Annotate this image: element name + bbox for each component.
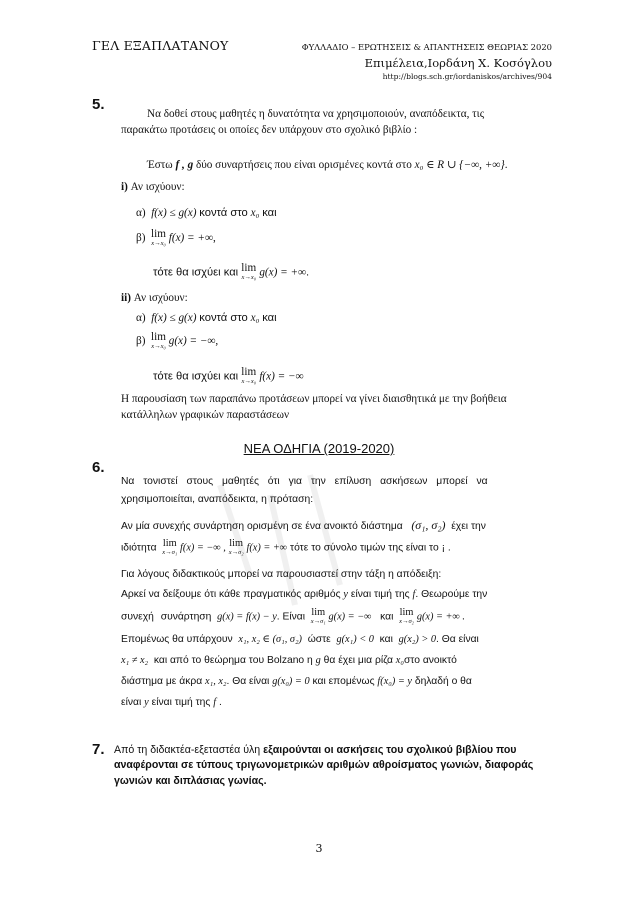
q6-l3-interval: (σ₁, σ₂): [411, 518, 446, 532]
q6-l9-a: x₁ ≠ x₂: [121, 655, 149, 666]
q6-l4-text: ιδιότητα: [121, 542, 157, 554]
q6-l8-e: και: [379, 634, 393, 645]
q6-l9-d: θα έχει μια ρίζα: [323, 655, 393, 666]
q6-l10-f: f(x₀) = y: [377, 676, 412, 687]
q6-l7-lim2: lim: [399, 607, 414, 618]
q6-l11-e: .: [219, 697, 222, 708]
q6-line-4: [121, 539, 451, 557]
q6-l8-c: ώστε: [307, 634, 331, 645]
q5-i-then-lim: lim: [241, 262, 257, 274]
q6-l10-d: g(x₀) = 0: [272, 676, 310, 687]
q5-i-a-tail: και: [262, 207, 277, 219]
q6-l8-a: Επομένως θα υπάρχουν: [121, 634, 233, 645]
q6-l6-a: Αρκεί να δείξουμε ότι κάθε πραγματικός αριθμός: [121, 589, 341, 600]
q6-l7-and: και: [380, 611, 394, 623]
q6-l4-math2: f(x) = +∞: [246, 542, 288, 554]
q5-i-text: Αν ισχύουν:: [130, 181, 185, 193]
q5-i-a-math: f(x) ≤ g(x): [151, 207, 197, 219]
q7-line-1: [114, 743, 544, 758]
q7-line-2: αναφέρονται σε τύπους τριγωνομετρικών αριθμών αθροίσματος γωνιών, διαφοράς: [114, 759, 534, 772]
q5-ii-b-math: g(x) = −∞: [168, 334, 216, 347]
q6-l8-g: . Θα είναι: [436, 634, 479, 645]
q5-ii-label: ii): [121, 292, 131, 304]
q6-l8-b: x₁, x₂ ∈ (σ₁, σ₂): [238, 634, 302, 645]
q6-l4-text2: τότε το σύνολο τιμών της είναι το: [290, 542, 439, 554]
q5-ii-b-lim: lim: [151, 331, 166, 343]
q5-i-then-text: τότε θα ισχύει και: [153, 266, 239, 279]
q5-ii-b: [136, 332, 218, 351]
q5-let-dot: .: [504, 159, 508, 171]
q5-ii-text: Αν ισχύουν:: [133, 292, 188, 304]
q5-ii-then-sub: x→x₀: [241, 378, 256, 386]
q6-line-10: [121, 676, 472, 689]
q5-i-label: i): [121, 181, 128, 193]
q5-outro-line-1: Η παρουσίαση των παραπάνω προτάσεων μπορεί να γίνει διαισθητικά με την βοήθεια: [121, 393, 507, 405]
q6-l7-a: συνεχή συνάρτηση: [121, 611, 212, 623]
q5-i-b-lim: lim: [151, 228, 166, 240]
q6-l4-lim2: lim: [229, 538, 244, 549]
q6-line-11: [121, 697, 222, 710]
question-7-number: 7.: [92, 741, 105, 758]
q5-let-fg: f , g: [175, 159, 194, 171]
q5-let-line: [147, 158, 508, 172]
q5-ii-then-lim: lim: [241, 366, 257, 378]
q6-l6-c: είναι τιμή της: [350, 589, 410, 600]
q6-l7-lim1: lim: [311, 607, 326, 618]
section-heading: ΝΕΑ ΟΔΗΓΙΑ (2019-2020): [243, 441, 395, 456]
q5-ii-a-x0: x₀: [250, 312, 260, 324]
q6-l7-math2: g(x) = +∞ .: [416, 611, 465, 623]
school-name: ΓΕΛ ΕΞΑΠΛΑΤΑΝΟΥ: [92, 38, 229, 53]
q5-i-a-label: α): [136, 207, 146, 219]
q5-i-then-math: g(x) = +∞: [259, 266, 306, 279]
q5-i-b-tail: ,: [212, 231, 216, 244]
q6-line-5: Για λόγους διδακτικούς μπορεί να παρουσιαστεί στην τάξη η απόδειξη:: [121, 569, 442, 580]
q5-i-header: [121, 180, 185, 194]
q6-l3-tail: έχει την: [451, 521, 486, 532]
q5-i-a-x0: x₀: [250, 207, 260, 219]
q6-l10-e: και επομένως: [312, 676, 375, 687]
q5-ii-a-math: f(x) ≤ g(x): [151, 312, 197, 324]
q6-l7-sub2: x→σ₂: [399, 618, 414, 626]
q6-l6-y: y: [343, 589, 348, 600]
q6-l4-math1: f(x) = −∞ ,: [180, 542, 226, 554]
q6-line-6: [121, 589, 487, 602]
q6-l11-c: είναι τιμή της: [151, 697, 211, 708]
q6-line-1-text: Να τονιστεί στους μαθητές ότι για την επίλυση ασκήσεων μπορεί να: [121, 476, 488, 487]
q6-l11-f: f: [213, 697, 217, 708]
q5-i-then-tail: .: [306, 266, 310, 279]
q5-ii-b-sub: x→x₀: [151, 343, 166, 351]
q5-i-b-label: β): [136, 231, 146, 244]
q5-ii-a: [136, 311, 277, 325]
q6-l6-e: . Θεωρούμε την: [415, 589, 488, 600]
q6-line-3: [121, 518, 486, 534]
q5-ii-then-text: τότε θα ισχύει και: [153, 370, 239, 383]
q5-ii-then: [153, 367, 304, 386]
q5-ii-b-tail: ,: [215, 334, 219, 347]
q6-l9-f: στο ανοικτό: [403, 655, 457, 666]
author-credit: Επιμέλεια,Ιορδάνη Χ. Κοσόγλου: [364, 56, 552, 70]
document-title: ΦΥΛΛΑΔΙΟ – ΕΡΩΤΗΣΕΙΣ & ΑΠΑΝΤΗΣΕΙΣ ΘΕΩΡΙΑΣ 2020: [301, 42, 552, 52]
q6-line-9: [121, 655, 457, 668]
q6-l10-a: διάστημα με άκρα: [121, 676, 203, 687]
q6-l7-math1: g(x) = −∞: [328, 611, 372, 623]
q5-let-word: Έστω: [147, 159, 173, 171]
q5-ii-then-math: f(x) = −∞: [259, 370, 304, 383]
q6-l8-d: g(x₁) < 0: [336, 634, 374, 645]
q6-l4-set: ¡ .: [441, 542, 451, 554]
q7-line-1-a: Από τη διδακτέα-εξεταστέα ύλη: [114, 744, 261, 756]
q5-intro-line-2: παρακάτω προτάσεις οι οποίες δεν υπάρχουν στο σχολικό βιβλίο :: [121, 124, 418, 136]
q5-i-b-sub: x→x₀: [151, 240, 166, 248]
q6-l10-b: x₁, x₂: [205, 676, 227, 687]
q5-i-a-text: κοντά στο: [199, 207, 248, 219]
q6-l9-b: και από το θεώρημα του Bolzano η: [153, 655, 313, 666]
q5-let-text: δύο συναρτήσεις που είναι ορισμένες κοντά στο: [195, 159, 412, 171]
q6-l11-a: είναι: [121, 697, 142, 708]
q5-intro-line-1: Να δοθεί στους μαθητές η δυνατότητα να χρησιμοποιούν, αναπόδεικτα, τις: [147, 108, 485, 120]
q6-l3-text: Αν μία συνεχής συνάρτηση ορισμένη σε ένα ανοικτό διάστημα: [121, 521, 403, 532]
q5-ii-a-tail: και: [262, 312, 277, 324]
q7-text: [114, 743, 544, 789]
q6-l4-sub1: x→σ₁: [162, 549, 178, 557]
q6-l7-sub1: x→σ₁: [310, 618, 326, 626]
q7-line-1-b: εξαιρούνται οι ασκήσεις του σχολικού βιβλίου που: [263, 744, 517, 756]
q6-l7-c: . Είναι: [276, 611, 306, 623]
q5-i-b: [136, 229, 216, 248]
question-5-number: 5.: [92, 96, 105, 113]
q5-let-x0: x₀ ∈ R ∪ {−∞, +∞}: [414, 159, 505, 171]
q5-outro-line-2: κατάλληλων γραφικών παραστάσεων: [121, 409, 290, 421]
q6-line-7: [121, 608, 465, 626]
q6-line-1: [121, 476, 547, 489]
q6-l4-lim1: lim: [162, 538, 177, 549]
q5-ii-a-text: κοντά στο: [199, 312, 248, 324]
q6-l10-c: . Θα είναι: [226, 676, 270, 687]
q5-i-then: [153, 263, 309, 282]
question-6-number: 6.: [92, 459, 105, 476]
q6-l6-f: f: [412, 589, 416, 600]
page-number: 3: [315, 842, 323, 855]
q5-ii-header: [121, 291, 188, 305]
blog-url: http://blogs.sch.gr/iordaniskos/archives/904: [382, 72, 552, 81]
q5-ii-b-label: β): [136, 334, 146, 347]
q7-line-3: γωνιών και διπλάσιας γωνίας.: [114, 774, 267, 787]
q6-l9-e: x₀: [395, 655, 404, 666]
q6-l10-g: δηλαδή ο θα: [414, 676, 472, 687]
q6-l11-y: y: [144, 697, 149, 708]
q6-line-2: χρησιμοποιείται, αναπόδεικτα, η πρόταση:: [121, 494, 314, 505]
q5-i-b-math: f(x) = +∞: [168, 231, 213, 244]
q5-i-then-sub: x→x₀: [241, 274, 256, 282]
q5-i-a: [136, 206, 277, 220]
q6-l8-f: g(x₂) > 0: [398, 634, 437, 645]
q6-l7-g: g(x) = f(x) − y: [217, 611, 277, 623]
q6-l9-c: g: [315, 655, 321, 666]
q5-ii-a-label: α): [136, 312, 146, 324]
q6-line-8: [121, 634, 479, 647]
q6-l4-sub2: x→σ₂: [228, 549, 244, 557]
